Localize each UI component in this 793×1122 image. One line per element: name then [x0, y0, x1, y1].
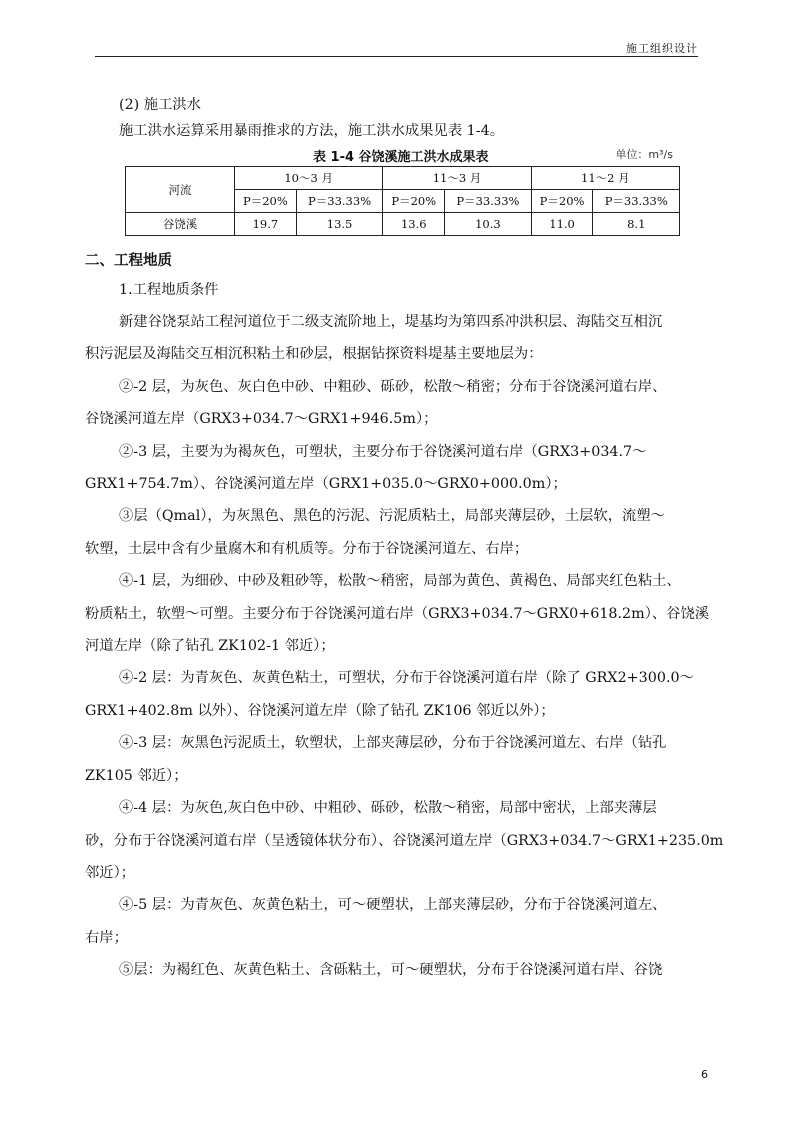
- text-line: ②-2 层，为灰色、灰白色中砂、中粗砂、砾砂，松散～稍密；分布于谷饶溪河道右岸、: [119, 378, 667, 395]
- page-content: [85, 92, 725, 987]
- river-name: 谷饶溪: [126, 213, 235, 236]
- period-header: 10～3 月: [235, 167, 383, 190]
- text-line: GRX1+402.8m 以外）、谷饶溪河道左岸（除了钻孔 ZK106 邻近以外）；: [85, 702, 555, 719]
- period-header: 11～3 月: [383, 167, 531, 190]
- table-row: [126, 213, 680, 236]
- text-line: ⑤层：为褐红色、灰黄色粘土、含砾粘土，可～硬塑状，分布于谷饶溪河道右岸、谷饶: [119, 962, 663, 979]
- table-cell: 19.7: [235, 213, 297, 236]
- section-subheading: (2) 施工洪水: [119, 97, 201, 113]
- table-caption: 表 1-4 谷饶溪施工洪水成果表: [313, 150, 489, 165]
- freq-header: P＝20%: [235, 190, 297, 213]
- text-line: 河道左岸（除了钻孔 ZK102-1 邻近）；: [85, 638, 335, 655]
- text-line: ④-3 层：灰黑色污泥质土，软塑状，上部夹薄层砂，分布于谷饶溪河道左、右岸（钻孔: [119, 735, 667, 752]
- table-cell: 8.1: [593, 213, 680, 236]
- text-line: 谷饶溪河道左岸（GRX3+034.7～GRX1+946.5m）；: [85, 411, 438, 428]
- intro-paragraph: 施工洪水运算采用暴雨推求的方法，施工洪水成果见表 1-4。: [119, 123, 504, 139]
- text-line: ZK105 邻近）；: [85, 767, 188, 784]
- freq-header: P＝20%: [383, 190, 445, 213]
- text-line: 邻近）；: [85, 864, 136, 881]
- freq-header: P＝20%: [531, 190, 593, 213]
- freq-header: P＝33.33%: [445, 190, 532, 213]
- freq-header: P＝33.33%: [296, 190, 383, 213]
- text-line: ②-3 层，主要为为褐灰色，可塑状，主要分布于谷饶溪河道右岸（GRX3+034.7～: [119, 443, 647, 460]
- subsection-title: 1.工程地质条件: [119, 282, 219, 298]
- text-line: ④-2 层：为青灰色、灰黄色粘土，可塑状，分布于谷饶溪河道右岸（除了 GRX2+300.0～: [119, 670, 694, 687]
- period-header: 11～2 月: [531, 167, 679, 190]
- table-cell: 11.0: [531, 213, 593, 236]
- geology-paragraphs: [85, 306, 725, 987]
- river-header: 河流: [126, 167, 235, 213]
- text-line: 粉质粘土，软塑～可塑。主要分布于谷饶溪河道右岸（GRX3+034.7～GRX0+618.2m）、谷饶溪: [85, 605, 710, 622]
- section-title: 二、工程地质: [85, 253, 172, 269]
- freq-header: P＝33.33%: [593, 190, 680, 213]
- text-line: GRX1+754.7m）、谷饶溪河道左岸（GRX1+035.0～GRX0+000.0m）；: [85, 476, 567, 493]
- table-caption-row: [85, 146, 725, 166]
- text-line: ③层（Qmal），为灰黑色、黑色的污泥、污泥质粘土，局部夹薄层砂，土层软，流塑～: [119, 508, 665, 525]
- text-line: 积污泥层及海陆交互相沉积粘土和砂层，根据钻探资料堤基主要地层为：: [85, 346, 543, 363]
- header-rule: [95, 56, 698, 57]
- table-unit: 单位：m³/s: [615, 148, 673, 161]
- table-header-row: [126, 167, 680, 190]
- text-line: 软塑，土层中含有少量腐木和有机质等。分布于谷饶溪河道左、右岸；: [85, 540, 529, 557]
- header-title: 施工组织设计: [626, 42, 698, 55]
- text-line: 新建谷饶泵站工程河道位于二级支流阶地上，堤基均为第四系冲洪积层、海陆交互相沉: [119, 314, 663, 330]
- text-line: ④-4 层：为灰色,灰白色中砂、中粗砂、砾砂，松散～稍密，局部中密状，上部夹薄层: [119, 800, 657, 817]
- text-line: ④-1 层，为细砂、中砂及粗砂等，松散～稍密，局部为黄色、黄褐色、局部夹红色粘土、: [119, 573, 681, 590]
- text-line: 右岸；: [85, 929, 128, 946]
- text-line: ④-5 层：为青灰色、灰黄色粘土，可～硬塑状，上部夹薄层砂，分布于谷饶溪河道左、: [119, 897, 667, 914]
- text-line: 砂，分布于谷饶溪河道右岸（呈透镜体状分布）、谷饶溪河道左岸（GRX3+034.7～GRX1+235.0m: [85, 832, 724, 849]
- flood-table: [125, 166, 680, 236]
- table-cell: 13.6: [383, 213, 445, 236]
- table-cell: 13.5: [296, 213, 383, 236]
- table-cell: 10.3: [445, 213, 532, 236]
- flood-table-wrapper: [125, 166, 680, 236]
- page-number: 6: [701, 1068, 708, 1081]
